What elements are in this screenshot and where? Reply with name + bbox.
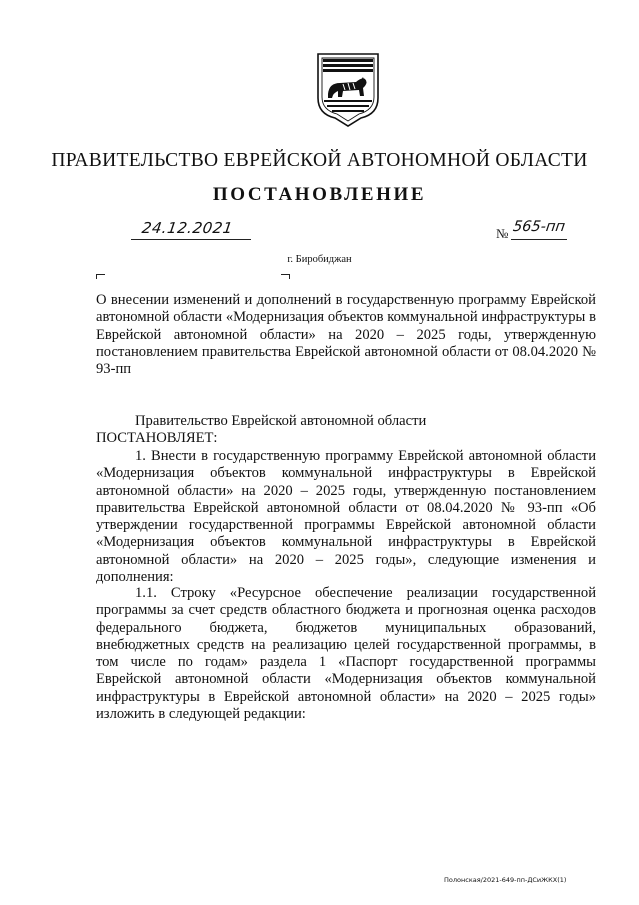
document-number: 565-пп xyxy=(511,219,566,235)
coat-of-arms-emblem xyxy=(315,50,381,130)
paragraph-1-1: 1.1. Строку «Ресурсное обеспечение реализации государственной программы за счет средств областного бюджета и прогнозная оценка расходов федерального бюджета, бюджетов муниципальных образований, внебюджетных средств на реализацию целей государственной программы, в том числе по годам» раздела 1 «Паспорт государственной программы Еврейской автономной области «Модернизация объектов коммунальной инфраструктуры в Еврейской автономной области» на 2020 – 2025 годы» изложить в следующей редакции: xyxy=(96,585,596,723)
government-title: ПРАВИТЕЛЬСТВО ЕВРЕЙСКОЙ АВТОНОМНОЙ ОБЛАСТИ xyxy=(51,150,588,171)
city-label: г. Биробиджан xyxy=(287,254,352,265)
subject-bracket-right xyxy=(281,274,290,279)
document-type-title: ПОСТАНОВЛЕНИЕ xyxy=(212,184,427,205)
number-underline xyxy=(511,239,567,240)
subject-bracket-left xyxy=(96,274,105,279)
footer-code: Полонская/2021-649-пп-ДСиЖКХ(1) xyxy=(444,876,567,884)
document-date: 24.12.2021 xyxy=(140,219,235,237)
decree-word: ПОСТАНОВЛЯЕТ: xyxy=(96,430,218,446)
issuing-authority: Правительство Еврейской автономной области xyxy=(135,413,427,429)
date-underline xyxy=(131,239,251,240)
paragraph-1: 1. Внести в государственную программу Еврейской автономной области «Модернизация объектов коммунальной инфраструктуры в Еврейской автономной области» на 2020 – 2025 годы, утвержденную постановлением правительства Еврейской автономной области от 08.04.2020 № 93-пп «Об утверждении государственной программы Еврейской автономной области «Модернизация объектов коммунальной инфраструктуры в Еврейской автономной области» на 2020 – 2025 годы», следующие изменения и дополнения: xyxy=(96,448,596,586)
number-label: № xyxy=(496,226,509,241)
document-subject: О внесении изменений и дополнений в государственную программу Еврейской автономной области «Модернизация объектов коммунальной инфраструктуры в Еврейской автономной области» на 2020 – 2025 годы, утвержденную постановлением правительства Еврейской автономной области от 08.04.2020 № 93-пп xyxy=(96,292,596,378)
